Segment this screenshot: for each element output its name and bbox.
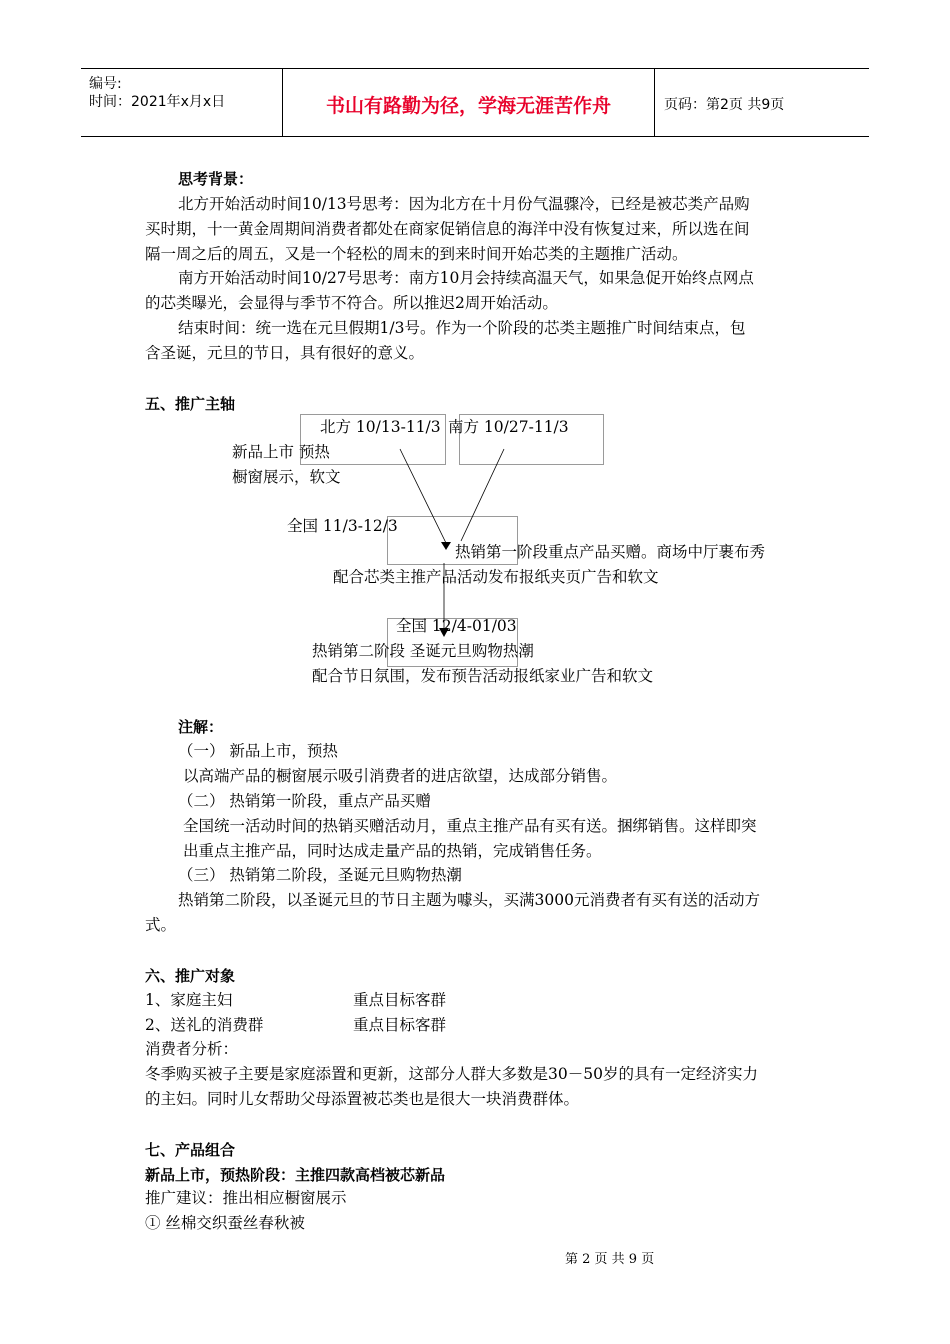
new-launch-label: 新品上市 预热 [232, 443, 330, 461]
paragraph-line: 的芯类曝光，会显得与季节不符合。所以推迟2周开始活动。 [145, 294, 558, 312]
paragraph-line: 买时期，十一黄金周期间消费者都处在商家促销信息的海洋中没有恢复过来，所以选在间 [145, 220, 750, 238]
section-heading: 七、产品组合 [145, 1141, 236, 1159]
analysis-line: 的主妇。同时儿女帮助父母添置被芯类也是很大一块消费群体。 [145, 1090, 580, 1108]
suggestion-line: 推广建议：推出相应橱窗展示 [145, 1189, 347, 1207]
south-date-label: 南方 10/27-11/3 [448, 418, 569, 436]
note-line: 出重点主推产品，同时达成走量产品的热销，完成销售任务。 [183, 842, 602, 860]
background-heading: 思考背景： [178, 170, 254, 188]
south-to-national-arrow [461, 449, 504, 541]
analysis-label: 消费者分析： [145, 1040, 239, 1058]
document-number-label: 编号: [89, 76, 122, 92]
note-line: 全国统一活动时间的热销买赠活动月，重点主推产品有买有送。捆绑销售。这样即突 [183, 817, 757, 835]
note-line: （三） 热销第二阶段，圣诞元旦购物热潮 [178, 866, 462, 884]
product-item: ① 丝棉交织蚕丝春秋被 [145, 1214, 305, 1232]
hot-phase1-label: 热销第一阶段重点产品买赠。商场中厅裹布秀 [455, 543, 766, 561]
section-subheading: 新品上市，预热阶段：主推四款高档被芯新品 [145, 1166, 446, 1184]
window-display-label: 橱窗展示，软文 [232, 468, 341, 486]
hot-phase2-sub: 配合节日氛围，发布预告活动报纸家业广告和软文 [312, 667, 654, 685]
audience-item: 2、送礼的消费群 [145, 1016, 264, 1034]
page-footer: 第 2 页 共 9 页 [565, 1252, 655, 1267]
arrow-head [441, 542, 451, 550]
audience-priority: 重点目标客群 [353, 991, 447, 1009]
document-date-label: 时间：2021年x月x日 [89, 94, 226, 110]
note-line: 以高端产品的橱窗展示吸引消费者的进店欲望，达成部分销售。 [183, 767, 618, 785]
note-line: 式。 [145, 916, 177, 934]
hot-phase2-label: 热销第二阶段 圣诞元旦购物热潮 [312, 642, 534, 660]
north-date-label: 北方 10/13-11/3 [320, 418, 441, 436]
north-to-national-arrow [400, 449, 446, 543]
audience-item: 1、家庭主妇 [145, 991, 233, 1009]
paragraph-line: 隔一周之后的周五，又是一个轻松的周末的到来时间开始芯类的主题推广活动。 [145, 245, 688, 263]
national-phase2-date: 全国 12/4-01/03 [396, 617, 517, 635]
paragraph-line: 结束时间：统一选在元旦假期1/3号。作为一个阶段的芯类主题推广时间结束点，包 [178, 319, 746, 337]
paragraph-line: 南方开始活动时间10/27号思考：南方10月会持续高温天气，如果急促开始终点网点 [178, 269, 754, 287]
analysis-line: 冬季购买被子主要是家庭添置和更新，这部分人群大多数是30－50岁的具有一定经济实力 [145, 1065, 758, 1083]
national-phase1-date: 全国 11/3-12/3 [287, 517, 398, 535]
motto: 书山有路勤为径，学海无涯苦作舟 [325, 95, 611, 117]
hot-phase1-sub: 配合芯类主推产品活动发布报纸夹页广告和软文 [333, 568, 659, 586]
section-heading: 六、推广对象 [145, 967, 236, 985]
page-indicator: 页码：第2页 共9页 [664, 97, 785, 113]
notes-heading: 注解： [178, 718, 224, 736]
note-line: 热销第二阶段，以圣诞元旦的节日主题为噱头，买满3000元消费者有买有送的活动方 [178, 891, 760, 909]
paragraph-line: 含圣诞，元旦的节日，具有很好的意义。 [145, 344, 425, 362]
note-line: （一） 新品上市，预热 [178, 742, 338, 760]
paragraph-line: 北方开始活动时间10/13号思考：因为北方在十月份气温骤冷，已经是被芯类产品购 [178, 195, 750, 213]
note-line: （二） 热销第一阶段，重点产品买赠 [178, 792, 431, 810]
audience-priority: 重点目标客群 [353, 1016, 447, 1034]
section-heading: 五、推广主轴 [145, 395, 236, 413]
